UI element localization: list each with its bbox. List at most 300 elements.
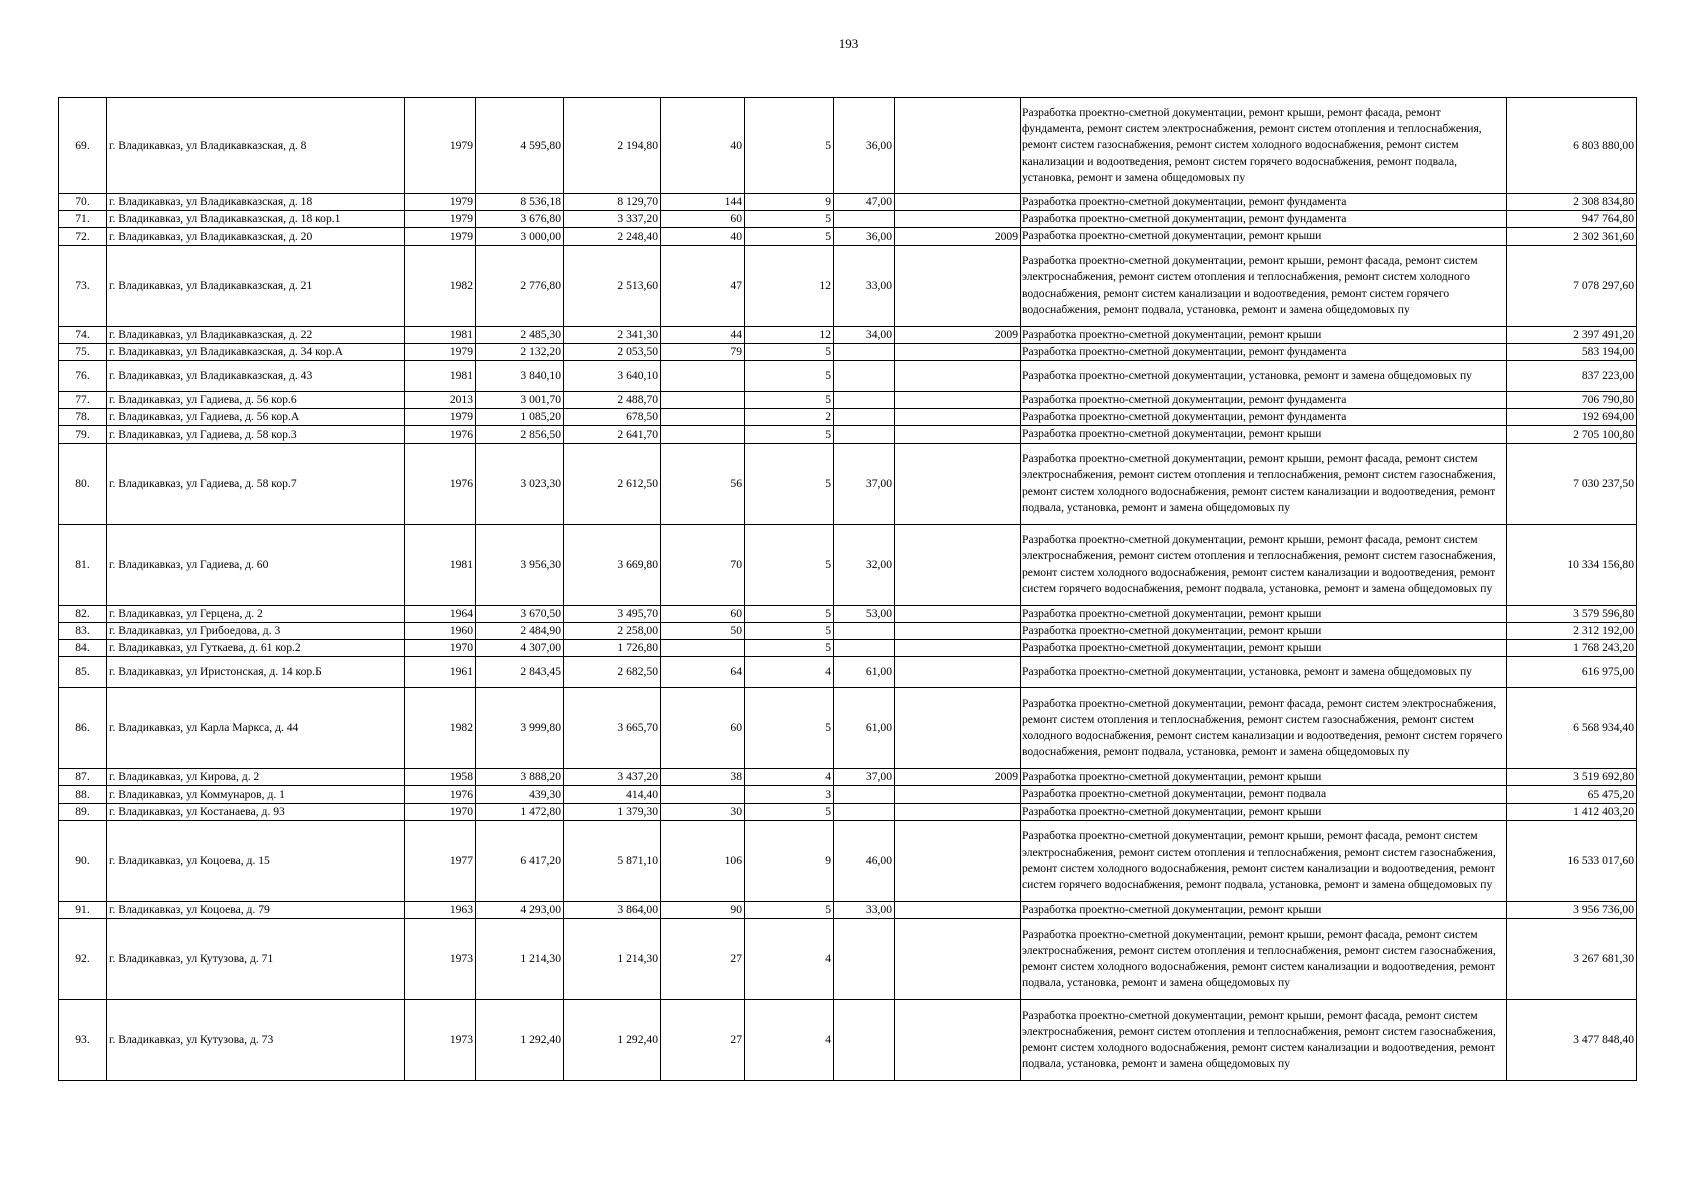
cost-cell: 6 568 934,40 [1507, 688, 1637, 769]
table-row [59, 98, 1637, 194]
table-row [59, 409, 1637, 426]
wear-cell: 61,00 [834, 688, 895, 769]
table-row [59, 901, 1637, 918]
works-cell: Разработка проектно-сметной документации, ремонт фундамента [1021, 343, 1507, 360]
last-repair-cell [895, 426, 1021, 443]
total-area-cell: 439,30 [476, 786, 564, 803]
residents-cell: 60 [661, 688, 745, 769]
last-repair-cell: 2009 [895, 228, 1021, 245]
living-area-cell: 3 640,10 [564, 361, 661, 392]
row-number-cell: 92. [59, 919, 107, 1000]
total-area-cell: 1 214,30 [476, 919, 564, 1000]
row-number-cell: 73. [59, 245, 107, 326]
table-row [59, 245, 1637, 326]
cost-cell: 2 397 491,20 [1507, 326, 1637, 343]
last-repair-cell [895, 245, 1021, 326]
last-repair-cell [895, 901, 1021, 918]
last-repair-cell [895, 343, 1021, 360]
row-number-cell: 93. [59, 1000, 107, 1081]
table-row [59, 657, 1637, 688]
floors-cell: 5 [745, 605, 834, 622]
works-cell: Разработка проектно-сметной документации, ремонт фасада, ремонт систем электроснабжения, ремонт систем отопления и теплоснабжения, ремонт систем газоснабжения, ремонт систем холодного водоснабжения, ремонт систем канализации и водоотведения, ремонт систем горячего водоснабжения, ремонт подвала, установка, ремонт и замена общедомовых пу [1021, 688, 1507, 769]
works-cell: Разработка проектно-сметной документации, ремонт крыши [1021, 605, 1507, 622]
residents-cell: 106 [661, 820, 745, 901]
residents-cell: 27 [661, 919, 745, 1000]
floors-cell: 5 [745, 640, 834, 657]
residents-cell [661, 409, 745, 426]
year-cell: 1963 [405, 901, 476, 918]
row-number-cell: 71. [59, 211, 107, 228]
living-area-cell: 3 495,70 [564, 605, 661, 622]
address-cell: г. Владикавказ, ул Владикавказская, д. 21 [107, 245, 405, 326]
year-cell: 1979 [405, 343, 476, 360]
address-cell: г. Владикавказ, ул Коцоева, д. 79 [107, 901, 405, 918]
residents-cell: 56 [661, 443, 745, 524]
cost-cell: 3 579 596,80 [1507, 605, 1637, 622]
total-area-cell: 1 472,80 [476, 803, 564, 820]
address-cell: г. Владикавказ, ул Грибоедова, д. 3 [107, 622, 405, 639]
total-area-cell: 8 536,18 [476, 194, 564, 211]
table-row [59, 803, 1637, 820]
address-cell: г. Владикавказ, ул Владикавказская, д. 8 [107, 98, 405, 194]
living-area-cell: 414,40 [564, 786, 661, 803]
total-area-cell: 3 676,80 [476, 211, 564, 228]
address-cell: г. Владикавказ, ул Гадиева, д. 58 кор.7 [107, 443, 405, 524]
total-area-cell: 3 001,70 [476, 392, 564, 409]
living-area-cell: 2 682,50 [564, 657, 661, 688]
row-number-cell: 79. [59, 426, 107, 443]
total-area-cell: 3 023,30 [476, 443, 564, 524]
wear-cell [834, 409, 895, 426]
total-area-cell: 3 840,10 [476, 361, 564, 392]
row-number-cell: 88. [59, 786, 107, 803]
works-cell: Разработка проектно-сметной документации, ремонт фундамента [1021, 211, 1507, 228]
table-row [59, 326, 1637, 343]
last-repair-cell [895, 98, 1021, 194]
total-area-cell: 2 485,30 [476, 326, 564, 343]
table-row [59, 688, 1637, 769]
year-cell: 1982 [405, 245, 476, 326]
row-number-cell: 83. [59, 622, 107, 639]
works-cell: Разработка проектно-сметной документации, ремонт крыши [1021, 803, 1507, 820]
wear-cell [834, 426, 895, 443]
residents-cell: 64 [661, 657, 745, 688]
cost-cell: 1 412 403,20 [1507, 803, 1637, 820]
address-cell: г. Владикавказ, ул Гадиева, д. 56 кор.А [107, 409, 405, 426]
residents-cell: 40 [661, 228, 745, 245]
year-cell: 1979 [405, 194, 476, 211]
floors-cell: 4 [745, 769, 834, 786]
year-cell: 1973 [405, 919, 476, 1000]
address-cell: г. Владикавказ, ул Владикавказская, д. 34 кор.А [107, 343, 405, 360]
address-cell: г. Владикавказ, ул Гуткаева, д. 61 кор.2 [107, 640, 405, 657]
address-cell: г. Владикавказ, ул Гадиева, д. 58 кор.3 [107, 426, 405, 443]
works-cell: Разработка проектно-сметной документации, ремонт фундамента [1021, 392, 1507, 409]
living-area-cell: 678,50 [564, 409, 661, 426]
address-cell: г. Владикавказ, ул Гадиева, д. 56 кор.6 [107, 392, 405, 409]
year-cell: 1958 [405, 769, 476, 786]
table-row [59, 640, 1637, 657]
year-cell: 1976 [405, 443, 476, 524]
cost-cell: 192 694,00 [1507, 409, 1637, 426]
living-area-cell: 3 337,20 [564, 211, 661, 228]
works-cell: Разработка проектно-сметной документации, ремонт крыши, ремонт фасада, ремонт систем электроснабжения, ремонт систем отопления и теплоснабжения, ремонт систем газоснабжения, ремонт систем холодного водоснабжения, ремонт систем канализации и водоотведения, ремонт подвала, установка, ремонт и замена общедомовых пу [1021, 1000, 1507, 1081]
address-cell: г. Владикавказ, ул Коцоева, д. 15 [107, 820, 405, 901]
floors-cell: 5 [745, 392, 834, 409]
address-cell: г. Владикавказ, ул Кутузова, д. 73 [107, 1000, 405, 1081]
row-number-cell: 76. [59, 361, 107, 392]
floors-cell: 5 [745, 688, 834, 769]
table-row [59, 194, 1637, 211]
table-body [59, 98, 1637, 1081]
row-number-cell: 90. [59, 820, 107, 901]
residents-cell: 30 [661, 803, 745, 820]
last-repair-cell [895, 640, 1021, 657]
row-number-cell: 86. [59, 688, 107, 769]
last-repair-cell: 2009 [895, 326, 1021, 343]
year-cell: 1976 [405, 786, 476, 803]
works-cell: Разработка проектно-сметной документации, установка, ремонт и замена общедомовых пу [1021, 657, 1507, 688]
works-cell: Разработка проектно-сметной документации, ремонт крыши, ремонт фасада, ремонт фундамента, ремонт систем электроснабжения, ремонт систем отопления и теплоснабжения, ремонт систем газоснабжения, ремонт систем холодного водоснабжения, ремонт систем канализации и водоотведения, ремонт систем горячего водоснабжения, ремонт подвала, установка, ремонт и замена общедомовых пу [1021, 98, 1507, 194]
year-cell: 1970 [405, 640, 476, 657]
address-cell: г. Владикавказ, ул Герцена, д. 2 [107, 605, 405, 622]
row-number-cell: 91. [59, 901, 107, 918]
total-area-cell: 3 888,20 [476, 769, 564, 786]
floors-cell: 3 [745, 786, 834, 803]
wear-cell: 33,00 [834, 245, 895, 326]
floors-cell: 5 [745, 98, 834, 194]
cost-cell: 7 030 237,50 [1507, 443, 1637, 524]
table-row [59, 919, 1637, 1000]
living-area-cell: 2 341,30 [564, 326, 661, 343]
total-area-cell: 2 132,20 [476, 343, 564, 360]
floors-cell: 4 [745, 919, 834, 1000]
living-area-cell: 3 864,00 [564, 901, 661, 918]
last-repair-cell [895, 392, 1021, 409]
address-cell: г. Владикавказ, ул Костанаева, д. 93 [107, 803, 405, 820]
works-cell: Разработка проектно-сметной документации, ремонт фундамента [1021, 194, 1507, 211]
cost-cell: 706 790,80 [1507, 392, 1637, 409]
cost-cell: 65 475,20 [1507, 786, 1637, 803]
wear-cell: 37,00 [834, 443, 895, 524]
year-cell: 1961 [405, 657, 476, 688]
wear-cell: 46,00 [834, 820, 895, 901]
table-row [59, 361, 1637, 392]
wear-cell [834, 786, 895, 803]
floors-cell: 2 [745, 409, 834, 426]
residents-cell: 79 [661, 343, 745, 360]
last-repair-cell [895, 688, 1021, 769]
living-area-cell: 2 488,70 [564, 392, 661, 409]
last-repair-cell [895, 820, 1021, 901]
page-number: 193 [838, 36, 859, 51]
year-cell: 1977 [405, 820, 476, 901]
address-cell: г. Владикавказ, ул Владикавказская, д. 18 кор.1 [107, 211, 405, 228]
living-area-cell: 2 641,70 [564, 426, 661, 443]
works-cell: Разработка проектно-сметной документации, ремонт подвала [1021, 786, 1507, 803]
residents-cell [661, 361, 745, 392]
row-number-cell: 89. [59, 803, 107, 820]
residents-cell: 90 [661, 901, 745, 918]
row-number-cell: 87. [59, 769, 107, 786]
cost-cell: 3 519 692,80 [1507, 769, 1637, 786]
cost-cell: 947 764,80 [1507, 211, 1637, 228]
table-row [59, 426, 1637, 443]
address-cell: г. Владикавказ, ул Кутузова, д. 71 [107, 919, 405, 1000]
address-cell: г. Владикавказ, ул Карла Маркса, д. 44 [107, 688, 405, 769]
total-area-cell: 2 856,50 [476, 426, 564, 443]
living-area-cell: 3 665,70 [564, 688, 661, 769]
floors-cell: 5 [745, 622, 834, 639]
wear-cell [834, 803, 895, 820]
table-row [59, 343, 1637, 360]
table-row [59, 211, 1637, 228]
residents-cell: 60 [661, 211, 745, 228]
cost-cell: 1 768 243,20 [1507, 640, 1637, 657]
last-repair-cell [895, 919, 1021, 1000]
cost-cell: 837 223,00 [1507, 361, 1637, 392]
floors-cell: 12 [745, 326, 834, 343]
last-repair-cell [895, 361, 1021, 392]
residents-cell: 27 [661, 1000, 745, 1081]
repair-register-table [58, 97, 1637, 1081]
row-number-cell: 70. [59, 194, 107, 211]
works-cell: Разработка проектно-сметной документации, ремонт крыши [1021, 640, 1507, 657]
total-area-cell: 4 293,00 [476, 901, 564, 918]
row-number-cell: 80. [59, 443, 107, 524]
residents-cell: 38 [661, 769, 745, 786]
table-row [59, 605, 1637, 622]
row-number-cell: 84. [59, 640, 107, 657]
row-number-cell: 72. [59, 228, 107, 245]
table-row [59, 1000, 1637, 1081]
year-cell: 1982 [405, 688, 476, 769]
address-cell: г. Владикавказ, ул Владикавказская, д. 18 [107, 194, 405, 211]
works-cell: Разработка проектно-сметной документации, ремонт крыши, ремонт фасада, ремонт систем электроснабжения, ремонт систем отопления и теплоснабжения, ремонт систем газоснабжения, ремонт систем холодного водоснабжения, ремонт систем канализации и водоотведения, ремонт подвала, установка, ремонт и замена общедомовых пу [1021, 919, 1507, 1000]
last-repair-cell [895, 211, 1021, 228]
residents-cell: 44 [661, 326, 745, 343]
residents-cell: 40 [661, 98, 745, 194]
cost-cell: 10 334 156,80 [1507, 524, 1637, 605]
address-cell: г. Владикавказ, ул Иристонская, д. 14 кор.Б [107, 657, 405, 688]
living-area-cell: 1 292,40 [564, 1000, 661, 1081]
residents-cell: 60 [661, 605, 745, 622]
floors-cell: 5 [745, 803, 834, 820]
year-cell: 1973 [405, 1000, 476, 1081]
table-row [59, 524, 1637, 605]
living-area-cell: 2 053,50 [564, 343, 661, 360]
table-row [59, 622, 1637, 639]
cost-cell: 2 302 361,60 [1507, 228, 1637, 245]
floors-cell: 5 [745, 426, 834, 443]
year-cell: 1979 [405, 228, 476, 245]
floors-cell: 9 [745, 820, 834, 901]
year-cell: 1976 [405, 426, 476, 443]
residents-cell [661, 426, 745, 443]
wear-cell [834, 211, 895, 228]
living-area-cell: 2 194,80 [564, 98, 661, 194]
cost-cell: 16 533 017,60 [1507, 820, 1637, 901]
total-area-cell: 2 484,90 [476, 622, 564, 639]
works-cell: Разработка проектно-сметной документации, ремонт крыши [1021, 228, 1507, 245]
last-repair-cell [895, 803, 1021, 820]
row-number-cell: 77. [59, 392, 107, 409]
works-cell: Разработка проектно-сметной документации, ремонт крыши [1021, 901, 1507, 918]
row-number-cell: 74. [59, 326, 107, 343]
address-cell: г. Владикавказ, ул Кирова, д. 2 [107, 769, 405, 786]
table-row [59, 769, 1637, 786]
year-cell: 1960 [405, 622, 476, 639]
living-area-cell: 2 513,60 [564, 245, 661, 326]
residents-cell: 70 [661, 524, 745, 605]
last-repair-cell [895, 786, 1021, 803]
table-row [59, 786, 1637, 803]
floors-cell: 9 [745, 194, 834, 211]
year-cell: 1981 [405, 524, 476, 605]
address-cell: г. Владикавказ, ул Владикавказская, д. 20 [107, 228, 405, 245]
works-cell: Разработка проектно-сметной документации, ремонт крыши [1021, 769, 1507, 786]
living-area-cell: 1 214,30 [564, 919, 661, 1000]
residents-cell: 144 [661, 194, 745, 211]
cost-cell: 3 956 736,00 [1507, 901, 1637, 918]
last-repair-cell [895, 194, 1021, 211]
works-cell: Разработка проектно-сметной документации, ремонт крыши, ремонт фасада, ремонт систем электроснабжения, ремонт систем отопления и теплоснабжения, ремонт систем газоснабжения, ремонт систем холодного водоснабжения, ремонт систем канализации и водоотведения, ремонт подвала, установка, ремонт и замена общедомовых пу [1021, 443, 1507, 524]
living-area-cell: 2 248,40 [564, 228, 661, 245]
total-area-cell: 1 292,40 [476, 1000, 564, 1081]
living-area-cell: 3 437,20 [564, 769, 661, 786]
floors-cell: 4 [745, 1000, 834, 1081]
living-area-cell: 2 612,50 [564, 443, 661, 524]
table-row [59, 228, 1637, 245]
works-cell: Разработка проектно-сметной документации, ремонт крыши [1021, 326, 1507, 343]
cost-cell: 7 078 297,60 [1507, 245, 1637, 326]
row-number-cell: 81. [59, 524, 107, 605]
last-repair-cell: 2009 [895, 769, 1021, 786]
total-area-cell: 6 417,20 [476, 820, 564, 901]
wear-cell: 33,00 [834, 901, 895, 918]
year-cell: 2013 [405, 392, 476, 409]
living-area-cell: 1 726,80 [564, 640, 661, 657]
works-cell: Разработка проектно-сметной документации, ремонт крыши, ремонт фасада, ремонт систем электроснабжения, ремонт систем отопления и теплоснабжения, ремонт систем газоснабжения, ремонт систем холодного водоснабжения, ремонт систем канализации и водоотведения, ремонт систем горячего водоснабжения, ремонт подвала, установка, ремонт и замена общедомовых пу [1021, 524, 1507, 605]
year-cell: 1979 [405, 98, 476, 194]
floors-cell: 4 [745, 657, 834, 688]
row-number-cell: 82. [59, 605, 107, 622]
wear-cell: 53,00 [834, 605, 895, 622]
row-number-cell: 85. [59, 657, 107, 688]
wear-cell [834, 343, 895, 360]
row-number-cell: 75. [59, 343, 107, 360]
residents-cell: 50 [661, 622, 745, 639]
wear-cell: 61,00 [834, 657, 895, 688]
total-area-cell: 1 085,20 [476, 409, 564, 426]
residents-cell: 47 [661, 245, 745, 326]
row-number-cell: 78. [59, 409, 107, 426]
cost-cell: 2 312 192,00 [1507, 622, 1637, 639]
address-cell: г. Владикавказ, ул Гадиева, д. 60 [107, 524, 405, 605]
cost-cell: 3 267 681,30 [1507, 919, 1637, 1000]
floors-cell: 5 [745, 524, 834, 605]
residents-cell [661, 786, 745, 803]
works-cell: Разработка проектно-сметной документации, установка, ремонт и замена общедомовых пу [1021, 361, 1507, 392]
works-cell: Разработка проектно-сметной документации, ремонт крыши [1021, 426, 1507, 443]
total-area-cell: 3 670,50 [476, 605, 564, 622]
year-cell: 1981 [405, 326, 476, 343]
floors-cell: 5 [745, 901, 834, 918]
floors-cell: 12 [745, 245, 834, 326]
address-cell: г. Владикавказ, ул Владикавказская, д. 22 [107, 326, 405, 343]
last-repair-cell [895, 622, 1021, 639]
wear-cell [834, 392, 895, 409]
cost-cell: 2 705 100,80 [1507, 426, 1637, 443]
floors-cell: 5 [745, 361, 834, 392]
living-area-cell: 3 669,80 [564, 524, 661, 605]
last-repair-cell [895, 1000, 1021, 1081]
total-area-cell: 2 776,80 [476, 245, 564, 326]
row-number-cell: 69. [59, 98, 107, 194]
last-repair-cell [895, 524, 1021, 605]
last-repair-cell [895, 443, 1021, 524]
last-repair-cell [895, 409, 1021, 426]
floors-cell: 5 [745, 343, 834, 360]
wear-cell: 34,00 [834, 326, 895, 343]
table-row [59, 392, 1637, 409]
living-area-cell: 2 258,00 [564, 622, 661, 639]
total-area-cell: 4 307,00 [476, 640, 564, 657]
last-repair-cell [895, 657, 1021, 688]
address-cell: г. Владикавказ, ул Коммунаров, д. 1 [107, 786, 405, 803]
floors-cell: 5 [745, 211, 834, 228]
cost-cell: 3 477 848,40 [1507, 1000, 1637, 1081]
residents-cell [661, 392, 745, 409]
total-area-cell: 3 000,00 [476, 228, 564, 245]
living-area-cell: 8 129,70 [564, 194, 661, 211]
year-cell: 1964 [405, 605, 476, 622]
living-area-cell: 1 379,30 [564, 803, 661, 820]
works-cell: Разработка проектно-сметной документации, ремонт фундамента [1021, 409, 1507, 426]
wear-cell: 32,00 [834, 524, 895, 605]
table-row [59, 820, 1637, 901]
table-row [59, 443, 1637, 524]
wear-cell: 47,00 [834, 194, 895, 211]
wear-cell [834, 919, 895, 1000]
year-cell: 1981 [405, 361, 476, 392]
cost-cell: 616 975,00 [1507, 657, 1637, 688]
total-area-cell: 4 595,80 [476, 98, 564, 194]
wear-cell [834, 622, 895, 639]
year-cell: 1979 [405, 211, 476, 228]
living-area-cell: 5 871,10 [564, 820, 661, 901]
address-cell: г. Владикавказ, ул Владикавказская, д. 43 [107, 361, 405, 392]
wear-cell [834, 640, 895, 657]
total-area-cell: 3 999,80 [476, 688, 564, 769]
wear-cell: 36,00 [834, 228, 895, 245]
wear-cell: 36,00 [834, 98, 895, 194]
wear-cell [834, 1000, 895, 1081]
year-cell: 1970 [405, 803, 476, 820]
total-area-cell: 2 843,45 [476, 657, 564, 688]
wear-cell [834, 361, 895, 392]
total-area-cell: 3 956,30 [476, 524, 564, 605]
year-cell: 1979 [405, 409, 476, 426]
cost-cell: 583 194,00 [1507, 343, 1637, 360]
floors-cell: 5 [745, 443, 834, 524]
wear-cell: 37,00 [834, 769, 895, 786]
cost-cell: 2 308 834,80 [1507, 194, 1637, 211]
floors-cell: 5 [745, 228, 834, 245]
cost-cell: 6 803 880,00 [1507, 98, 1637, 194]
works-cell: Разработка проектно-сметной документации, ремонт крыши, ремонт фасада, ремонт систем электроснабжения, ремонт систем отопления и теплоснабжения, ремонт систем газоснабжения, ремонт систем холодного водоснабжения, ремонт систем канализации и водоотведения, ремонт систем горячего водоснабжения, ремонт подвала, установка, ремонт и замена общедомовых пу [1021, 820, 1507, 901]
works-cell: Разработка проектно-сметной документации, ремонт крыши, ремонт фасада, ремонт систем электроснабжения, ремонт систем отопления и теплоснабжения, ремонт систем холодного водоснабжения, ремонт систем канализации и водоотведения, ремонт систем горячего водоснабжения, ремонт подвала, установка, ремонт и замена общедомовых пу [1021, 245, 1507, 326]
